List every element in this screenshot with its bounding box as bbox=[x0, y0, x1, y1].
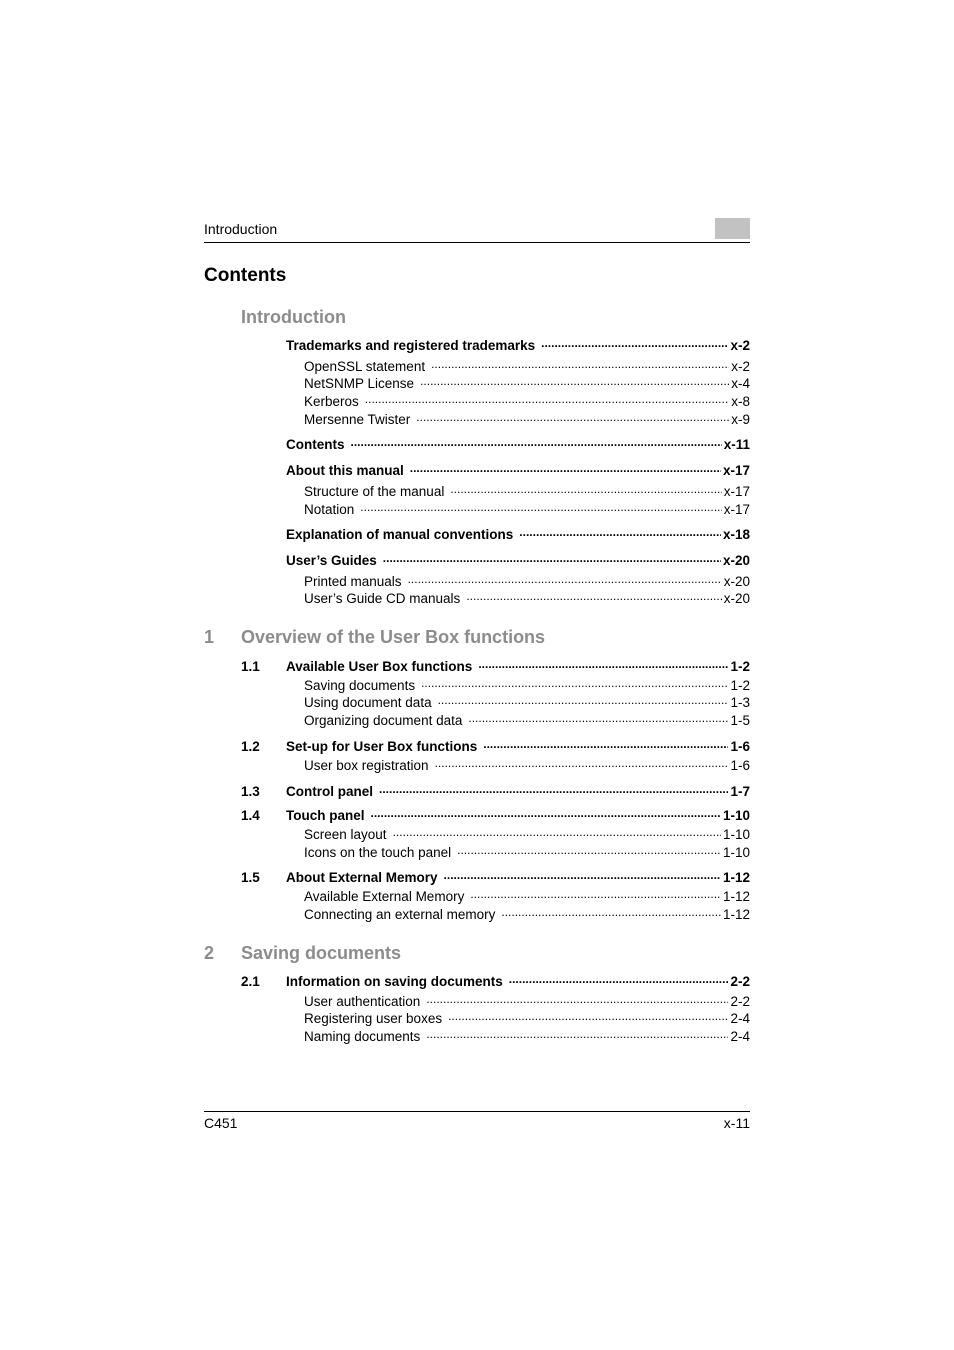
chapter-title: Saving documents bbox=[241, 943, 402, 963]
toc-leader bbox=[478, 659, 728, 671]
page-title: Contents bbox=[204, 265, 287, 286]
toc-entry-title: Naming documents bbox=[304, 1029, 421, 1044]
toc-entry-page: 1-2 bbox=[730, 659, 750, 674]
toc-entry[interactable] bbox=[286, 973, 750, 990]
toc-subentry[interactable] bbox=[304, 826, 750, 843]
toc-entry-title: Set-up for User Box functions bbox=[286, 739, 478, 754]
toc-entry-page: x-20 bbox=[723, 574, 750, 589]
toc-entry-page: 1-10 bbox=[722, 827, 750, 842]
toc-subentry[interactable] bbox=[304, 501, 750, 518]
toc-entry-title: User’s Guides bbox=[286, 553, 377, 568]
toc-leader bbox=[541, 338, 728, 350]
toc-leader bbox=[438, 695, 729, 707]
toc-entry-title: Trademarks and registered trademarks bbox=[286, 338, 536, 353]
section-number: 1.3 bbox=[241, 784, 260, 799]
toc-subentry[interactable] bbox=[304, 393, 750, 410]
toc-entry-title: Available External Memory bbox=[304, 889, 465, 904]
toc-leader bbox=[457, 845, 721, 857]
toc-leader bbox=[519, 527, 721, 539]
header-divider bbox=[204, 242, 750, 243]
toc-entry-title: Control panel bbox=[286, 784, 373, 799]
toc-subentry[interactable] bbox=[304, 1010, 750, 1027]
toc-entry-page: x-20 bbox=[723, 591, 750, 606]
toc-subentry[interactable] bbox=[304, 993, 750, 1010]
toc-entry-page: x-8 bbox=[731, 394, 750, 409]
toc-subentry[interactable] bbox=[304, 590, 750, 607]
toc-entry-title: User authentication bbox=[304, 994, 421, 1009]
toc-leader bbox=[410, 463, 721, 475]
toc-subentry[interactable] bbox=[304, 844, 750, 861]
toc-entry-page: 1-10 bbox=[722, 808, 750, 823]
chapter-number: 1 bbox=[204, 627, 215, 647]
chapter-title-introduction: Introduction bbox=[241, 307, 346, 327]
footer-model: C451 bbox=[204, 1115, 238, 1131]
toc-entry-page: 1-2 bbox=[730, 678, 750, 693]
toc-entry-title: NetSNMP License bbox=[304, 376, 415, 391]
toc-entry-page: x-2 bbox=[731, 359, 750, 374]
chapter-number: 2 bbox=[204, 943, 215, 963]
toc-leader bbox=[470, 889, 721, 901]
toc-entry-page: x-18 bbox=[722, 527, 750, 542]
toc-entry-page: 1-6 bbox=[730, 758, 750, 773]
toc-entry[interactable] bbox=[286, 738, 750, 755]
toc-leader bbox=[365, 394, 729, 406]
toc-leader bbox=[444, 870, 721, 882]
toc-subentry[interactable] bbox=[304, 483, 750, 500]
toc-entry-page: 1-7 bbox=[730, 784, 750, 799]
toc-entry-page: x-20 bbox=[722, 553, 750, 568]
toc-entry-title: Mersenne Twister bbox=[304, 412, 411, 427]
toc-entry-title: User box registration bbox=[304, 758, 429, 773]
toc-leader bbox=[483, 739, 728, 751]
toc-entry-page: x-4 bbox=[731, 376, 750, 391]
toc-entry[interactable] bbox=[286, 869, 750, 886]
toc-entry-title: Icons on the touch panel bbox=[304, 845, 452, 860]
toc-entry-page: x-17 bbox=[723, 484, 750, 499]
toc-leader bbox=[468, 713, 728, 725]
toc-leader bbox=[501, 907, 721, 919]
toc-entry-title: Touch panel bbox=[286, 808, 365, 823]
toc-leader bbox=[383, 553, 721, 565]
toc-entry-page: 1-5 bbox=[730, 713, 750, 728]
toc-leader bbox=[371, 808, 721, 820]
toc-entry-page: 2-2 bbox=[730, 974, 750, 989]
toc-entry-title: Connecting an external memory bbox=[304, 907, 496, 922]
toc-entry[interactable] bbox=[286, 462, 750, 479]
toc-entry-page: 1-12 bbox=[722, 889, 750, 904]
toc-entry-page: x-2 bbox=[730, 338, 750, 353]
toc-entry-page: 1-3 bbox=[730, 695, 750, 710]
toc-leader bbox=[360, 502, 721, 514]
toc-entry-page: x-11 bbox=[723, 437, 750, 452]
toc-subentry[interactable] bbox=[304, 694, 750, 711]
toc-leader bbox=[450, 484, 721, 496]
toc-subentry[interactable] bbox=[304, 573, 750, 590]
toc-subentry[interactable] bbox=[304, 1028, 750, 1045]
footer-page-number: x-11 bbox=[723, 1115, 750, 1131]
section-number: 1.5 bbox=[241, 870, 260, 885]
toc-entry-page: 2-2 bbox=[730, 994, 750, 1009]
toc-entry[interactable] bbox=[286, 783, 750, 800]
toc-subentry[interactable] bbox=[304, 411, 750, 428]
toc-leader bbox=[393, 827, 721, 839]
toc-subentry[interactable] bbox=[304, 358, 750, 375]
toc-subentry[interactable] bbox=[304, 712, 750, 729]
toc-leader bbox=[420, 376, 729, 388]
footer-divider bbox=[204, 1111, 750, 1112]
toc-leader bbox=[408, 574, 722, 586]
toc-entry-title: Available User Box functions bbox=[286, 659, 473, 674]
toc-entry-page: 1-12 bbox=[722, 907, 750, 922]
toc-entry-title: Screen layout bbox=[304, 827, 387, 842]
chapter-title: Overview of the User Box functions bbox=[241, 627, 546, 647]
toc-entry-page: 2-4 bbox=[730, 1011, 750, 1026]
toc-entry-title: Saving documents bbox=[304, 678, 416, 693]
toc-leader bbox=[448, 1011, 728, 1023]
header-tab-marker bbox=[715, 218, 750, 239]
toc-entry-title: Organizing document data bbox=[304, 713, 463, 728]
toc-subentry[interactable] bbox=[304, 906, 750, 923]
toc-leader bbox=[435, 758, 729, 770]
section-number: 2.1 bbox=[241, 974, 260, 989]
toc-leader bbox=[379, 784, 728, 796]
toc-entry[interactable] bbox=[286, 436, 750, 453]
toc-entry[interactable] bbox=[286, 552, 750, 569]
section-number: 1.1 bbox=[241, 659, 260, 674]
toc-subentry[interactable] bbox=[304, 375, 750, 392]
toc-entry-page: 1-12 bbox=[722, 870, 750, 885]
toc-leader bbox=[416, 412, 729, 424]
running-header-section: Introduction bbox=[204, 221, 278, 237]
toc-subentry[interactable] bbox=[304, 757, 750, 774]
toc-entry-title: About External Memory bbox=[286, 870, 438, 885]
toc-leader bbox=[509, 974, 729, 986]
toc-entry-title: Explanation of manual conventions bbox=[286, 527, 514, 542]
toc-entry-title: User’s Guide CD manuals bbox=[304, 591, 461, 606]
toc-entry-title: Contents bbox=[286, 437, 345, 452]
toc-entry[interactable] bbox=[286, 807, 750, 824]
toc-leader bbox=[426, 1029, 728, 1041]
toc-entry-title: Information on saving documents bbox=[286, 974, 503, 989]
toc-entry-title: Registering user boxes bbox=[304, 1011, 443, 1026]
toc-entry-page: 2-4 bbox=[730, 1029, 750, 1044]
toc-entry-title: OpenSSL statement bbox=[304, 359, 426, 374]
toc-entry-title: Printed manuals bbox=[304, 574, 402, 589]
toc-entry[interactable] bbox=[286, 526, 750, 543]
toc-leader bbox=[431, 359, 729, 371]
toc-entry-title: Kerberos bbox=[304, 394, 359, 409]
section-number: 1.2 bbox=[241, 739, 260, 754]
toc-entry-title: Structure of the manual bbox=[304, 484, 445, 499]
toc-leader bbox=[426, 994, 728, 1006]
toc-entry-page: 1-10 bbox=[722, 845, 750, 860]
toc-subentry[interactable] bbox=[304, 677, 750, 694]
toc-entry-page: 1-6 bbox=[730, 739, 750, 754]
toc-entry[interactable] bbox=[286, 337, 750, 354]
section-number: 1.4 bbox=[241, 808, 260, 823]
toc-leader bbox=[421, 678, 728, 690]
toc-entry-page: x-9 bbox=[731, 412, 750, 427]
toc-entry-page: x-17 bbox=[723, 502, 750, 517]
toc-entry-title: Notation bbox=[304, 502, 355, 517]
toc-subentry[interactable] bbox=[304, 888, 750, 905]
toc-entry-title: Using document data bbox=[304, 695, 432, 710]
toc-entry-page: x-17 bbox=[722, 463, 750, 478]
toc-entry[interactable] bbox=[286, 658, 750, 675]
toc-entry-title: About this manual bbox=[286, 463, 404, 478]
toc-leader bbox=[351, 437, 722, 449]
toc-leader bbox=[466, 591, 721, 603]
